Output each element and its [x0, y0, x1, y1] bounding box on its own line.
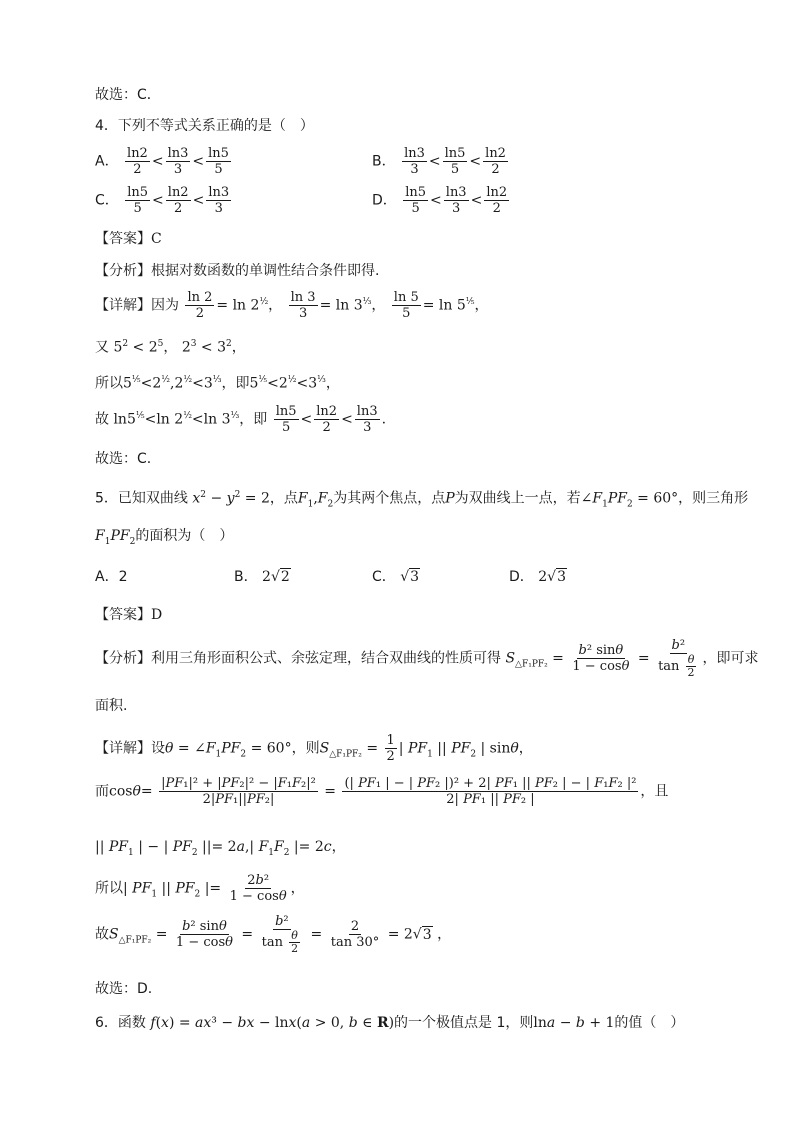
text-line: 故选：C． — [95, 87, 161, 103]
answer-tag: 【答案】 — [95, 607, 151, 623]
answer-line — [95, 606, 162, 624]
text-line: 故选：C. — [95, 451, 152, 467]
detail-line-3: || $PF_1$ | − | $PF_2$ ||= 2a,| $F_1F_2$ |= 2c， — [95, 839, 346, 858]
option-a: A． $\frac{\ln 2}{2}$ < $\frac{\ln 3}{3}$ < $\frac{\ln 5}{5}$ — [95, 146, 229, 177]
question-4: 4．下列不等式关系正确的是（ ） — [95, 118, 314, 134]
text-line: 故选：D. — [95, 981, 153, 997]
analysis-tag: 【分析】 — [95, 263, 151, 279]
answer-value: C — [151, 231, 162, 247]
analysis-text: 根据对数函数的单调性结合条件即得. — [151, 263, 380, 279]
question-5-options — [95, 568, 575, 586]
analysis-line: 【分析】利用三角形面积公式、余弦定理，结合双曲线的性质可得 $S_{\triangle F_1PF_2}$ = $\frac{\text{b² sinθ}}{1 - \cos\theta}$ = b² tan $\frac{\theta}{2}$ ，即可求 — [95, 638, 759, 679]
question-5-line-1: 5．已知双曲线 $x^2 - y^2 = 2$，点$F_1,F_2$为其两个焦点，点P为双曲线上一点，若$\angle F_1PF_2 = 60^\circ$，则三角形 — [95, 490, 749, 510]
question-5-line-2: $F_1PF_2$的面积为（ ） — [95, 528, 234, 547]
option-c: C． $\frac{\ln 5}{5}$ < $\frac{\ln 2}{2}$ < $\frac{\ln 3}{3}$ — [95, 185, 230, 216]
text-line: 面积. — [95, 698, 128, 714]
option-label: A． — [95, 153, 119, 170]
answer-value: D — [151, 607, 163, 623]
option-b: B． $\frac{\ln 3}{3}$ < $\frac{\ln 5}{5}$ < $\frac{\ln 2}{2}$ — [372, 146, 506, 177]
detail-line-1: 【详解】设$\theta = \angle F_1PF_2 = 60^\circ$，则$S_{\triangle F_1PF_2}$ = $\frac{1}{2}$ | $PF_1$ || $PF_2$ | sinθ， — [95, 733, 533, 764]
analysis-tag: 【分析】 — [95, 650, 151, 667]
detail-line-5: 故$S_{\triangle F_1PF_2}$ = $\frac{\text{b² sinθ}}{1 - \cos\theta}$ = b² tan $\frac{\theta}{2}$ = $\frac{2}{\tan 30^\circ}$ = 2√3 ， — [95, 914, 452, 955]
option-d: D． $\frac{\ln 5}{5}$ < $\frac{\ln 3}{3}$ < $\frac{\ln 2}{2}$ — [372, 185, 508, 216]
detail-line-2: 而cosθ= $\frac{\text{|PF₁|² + |PF₂|² − |F₁F₂|²}}{\text{2|PF₁||PF₂|}}$ = $\frac{\text{(| PF₁ | − | PF₂ |)² + 2| PF₁ || PF₂ | − | F₁F₂ |²}}{\text{2| PF₁ || PF₂ |}}$ ，且 — [95, 776, 669, 807]
detail-line-2: 又 $5^2 < 2^5$， $2^3 < 3^2$， — [95, 339, 246, 356]
answer-line — [95, 230, 162, 248]
option-c: C． √3 — [372, 569, 420, 585]
option-b: B． 2√2 — [234, 569, 290, 585]
detail-line-3: 所以$5^{\frac{1}{5}}<2^{\frac{1}{2}},2^{\frac{1}{2}}<3^{\frac{1}{3}}$，即$5^{\frac{1}{5}}<2^{\frac{1}{2}}<3^{\frac{1}{3}}$， — [95, 375, 340, 392]
detail-line-4: 故 $\ln 5^{\frac{1}{5}}<\ln$ $2^{\frac{1}{2}}<\ln$ $3^{\frac{1}{3}}$，即 $\frac{\ln 5}{5}$ < $\frac{\ln 2}{2}$ < $\frac{\ln 3}{3}$ . — [95, 404, 387, 435]
detail-line-1: 【详解】因为 $\frac{\ln 2}{2}$ = $\ln 2^{\frac{1}{2}}$， $\frac{\ln 3}{3}$ = $\ln 3^{\frac{1}{3}}$， $\frac{\ln 5}{5}$ = $\ln 5^{\frac{1}{5}}$， — [95, 290, 489, 321]
option-d: D． 2√3 — [509, 569, 566, 585]
detail-tag: 【详解】 — [95, 740, 151, 757]
detail-tag: 【详解】 — [95, 297, 151, 314]
option-a: A．2 — [95, 569, 128, 585]
option-label: C． — [95, 192, 119, 209]
option-label: B． — [372, 153, 396, 170]
detail-line-4: 所以| $PF_1$ || $PF_2$ |= $\frac{\text{2b²}}{1 - \cos\theta}$ ， — [95, 873, 305, 904]
question-6: 6．函数 f(x) = ax³ − bx − lnx(a > 0, b ∈ R)的一个极值点是 1，则lna − b + 1的值（ ） — [95, 1015, 685, 1031]
option-label: D． — [372, 192, 397, 209]
analysis-line — [95, 262, 379, 280]
answer-tag: 【答案】 — [95, 231, 151, 247]
